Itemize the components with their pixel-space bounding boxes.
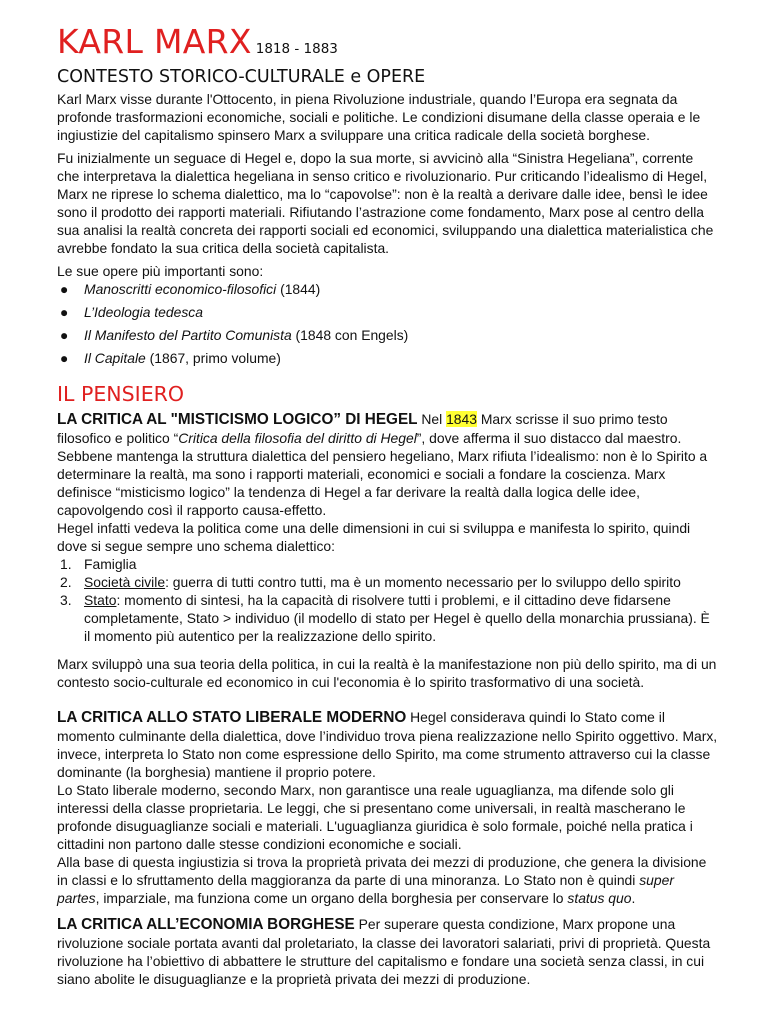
work-note: (1844) [276,281,321,297]
works-intro: Le sue opere più importanti sono: [57,263,264,279]
text-run: . [631,890,636,906]
work-title: Il Manifesto del Partito Comunista [84,327,292,343]
state-critique-block [57,708,719,907]
page-title: KARL MARX [57,22,252,61]
italic-term: super partes [57,872,674,906]
list-number: 3. [60,592,72,608]
text-run: Alla base di questa ingiustizia si trova la proprietà privata dei mezzi di produzione, che genera la divisione in classi e lo sfruttamento della maggioranza da parte di una minoranza. Lo Stato non è quindi [57,854,707,888]
bullet-icon: ● [60,281,69,297]
subheading-hegel-critique: LA CRITICA AL "MISTICISMO LOGICO” DI HEGEL [57,411,418,428]
list-number: 2. [60,574,72,590]
work-title: L’Ideologia tedesca [84,304,203,320]
paragraph-marx-politics: Marx sviluppò una sua teoria della politica, in cui la realtà è la manifestazione non più dello spirito, ma di un contesto socio-culturale ed economico in cui l'economia è lo spirito trasformativo di una società. [57,656,717,690]
hegel-critique-block [57,410,719,645]
list-text: Famiglia [84,556,137,572]
list-number: 1. [60,556,72,572]
paragraph-hegel-politics: Hegel infatti vedeva la politica come una delle dimensioni in cui si sviluppa e manifesta lo spirito, quindi dove si segue sempre uno schema dialettico: [57,520,691,554]
list-item [57,303,719,326]
text-run: Per superare questa condizione, Marx propone una rivoluzione sociale portata avanti dal proletariato, la classe dei lavoratori salariati, privi di proprietà. Questa rivoluzione ha l’obiettivo di abbattere le strutture del capitalismo e fondare una società senza classi, in cui siano abolite le disuguaglianze e la proprietà privata dei mezzi di produzione. [57,916,711,987]
work-title: Il Capitale [84,350,146,366]
list-item [57,349,719,372]
title-row [57,22,338,61]
text-run: Nel [417,411,447,427]
section-title-context: CONTESTO STORICO-CULTURALE e OPERE [57,67,426,87]
list-item [57,280,719,303]
text-run: ”, dove afferma il suo distacco dal maestro. Sebbene mantenga la struttura dialettica del pensiero hegeliano, Marx rifiuta l’idealismo: non è lo Spirito a determinare la realtà, ma sono i rapporti materiali, economici e sociali a fondare la coscienza. Marx definisce “misticismo logico” la tendenza di Hegel a far derivare la realtà dalla logica delle idee, capovolgendo così il rapporto causa-effetto. [57,430,708,518]
list-item [57,573,719,591]
bullet-icon: ● [60,327,69,343]
hegel-critique-paragraph [57,410,719,519]
list-text: : guerra di tutti contro tutti, ma è un momento necessario per lo sviluppo dello spirito [165,574,681,590]
subheading-state-critique: LA CRITICA ALLO STATO LIBERALE MODERNO [57,709,407,726]
paragraph-hegelian-left: Fu inizialmente un seguace di Hegel e, dopo la sua morte, si avvicinò alla “Sinistra Hegeliana”, corrente che interpretava la dialettica hegeliana in senso critico e rivoluzionario. Pur criticando l’idealismo di Hegel, Marx ne riprese lo schema dialettico, ma lo “capovolse”: non è la realtà a derivare dalle idee, bensì le idee sono il prodotto dei rapporti materiali. Rifiutando l’astrazione come fondamento, Marx pose al centro della sua analisi la realtà concreta dei rapporti sociali ed economici, sviluppando una dialettica materialistica che avrebbe fondato la sua critica della società capitalista. [57,150,714,256]
list-item [57,555,719,573]
text-run: Hegel considerava quindi lo Stato come il momento culminante della dialettica, dove l’individuo trova piena realizzazione nello Spirito oggettivo. Marx, invece, interpreta lo Stato non come espressione dello Spirito, ma come strumento attraverso cui la classe dominante (la borghesia) mantiene il proprio potere. [57,709,718,780]
works-list [57,280,719,372]
paragraph-liberal-state: Lo Stato liberale moderno, secondo Marx, non garantisce una reale uguaglianza, ma difende solo gli interessi della classe proprietaria. Le leggi, che si presentano come universali, in realtà mascherano le profonde disuguaglianze sociali e materiali. L'uguaglianza giuridica è solo formale, poiché nella pratica i cittadini non partono dalle stesse condizioni economiche e sociali. [57,782,693,852]
list-term: Società civile [84,574,166,590]
italic-term: status quo [567,890,632,906]
hegel-influence-block [57,149,719,257]
marx-politics-block [57,655,719,691]
work-title: Critica della filosofia del diritto di Hegel [178,430,417,446]
work-note: (1867, primo volume) [145,350,281,366]
dialectic-list [57,555,719,645]
text-run: , imparziale, ma funziona come un organo della borghesia per conservare lo [95,890,568,906]
context-intro-paragraph [57,90,719,144]
list-text: : momento di sintesi, ha la capacità di risolvere tutti i problemi, e il cittadino deve fidarsene completamente, Stato > individuo (il modello di stato per Hegel è quello della monarchia prussiana). È il momento più autentico per la realizzazione dello spirito. [84,592,710,644]
work-note: (1848 con Engels) [291,327,409,343]
list-item [57,591,719,645]
life-years: 1818 - 1883 [255,41,338,57]
highlighted-year: 1843 [446,411,477,427]
paragraph-industrial-revolution: Karl Marx visse durante l'Ottocento, in piena Rivoluzione industriale, quando l’Europa era segnata da profonde trasformazioni economiche, sociali e politiche. Le condizioni disumane della classe operaia e le ingiustizie del capitalismo spinsero Marx a sviluppare una critica radicale della società borghese. [57,91,701,143]
economy-critique-paragraph [57,915,719,988]
subheading-economy-critique: LA CRITICA ALL’ECONOMIA BORGHESE [57,916,355,933]
text-run: Marx scrisse il suo primo testo filosofico e politico “ [57,411,668,446]
economy-critique-block [57,915,719,988]
bullet-icon: ● [60,304,69,320]
work-title: Manoscritti economico-filosofici [84,281,277,297]
paragraph-private-property [57,853,719,907]
section-title-thought: IL PENSIERO [57,382,185,406]
works-block [57,262,719,372]
list-term: Stato [84,592,117,608]
list-item [57,326,719,349]
state-critique-paragraph [57,708,719,781]
bullet-icon: ● [60,350,69,366]
